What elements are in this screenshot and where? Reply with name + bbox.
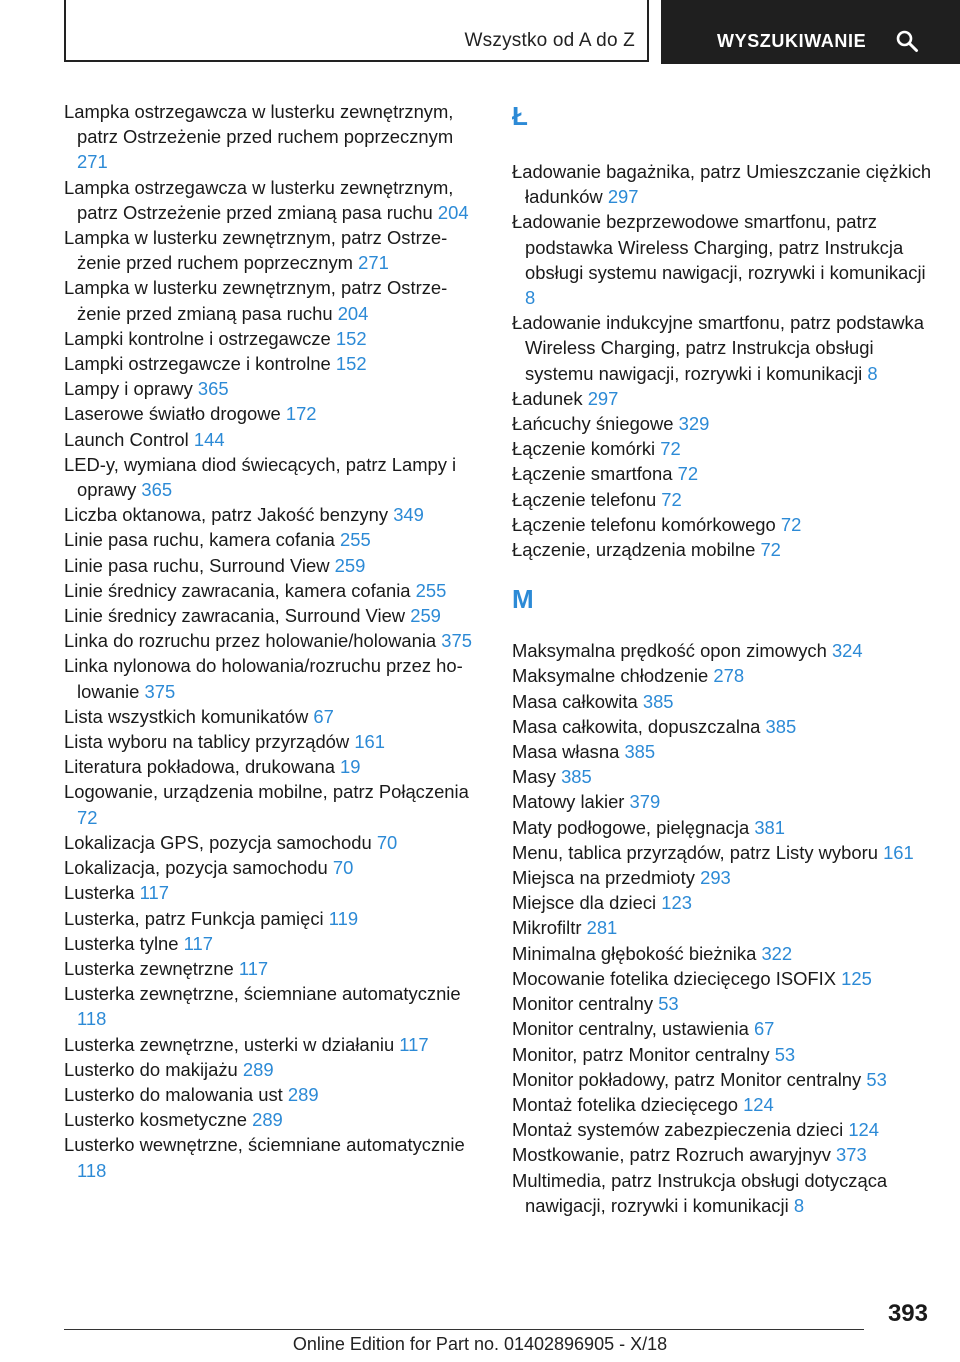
index-entry	[64, 628, 484, 653]
index-entry	[512, 512, 932, 537]
index-entry	[64, 99, 484, 175]
index-entry-text: Ładowanie indukcyjne smartfonu, patrz podstawka Wireless Charging, patrz Instrukcja obsługi systemu nawigacji, rozrywki i komunikacji	[512, 312, 924, 384]
index-entry	[64, 1057, 484, 1082]
index-entry	[64, 754, 484, 779]
index-entry	[512, 1092, 932, 1117]
index-entry	[64, 427, 484, 452]
index-entry-text: Miejsca na przedmioty	[512, 867, 695, 889]
index-entry-text: Maksymalne chłodzenie	[512, 665, 709, 687]
page-reference-link[interactable]: 67	[313, 705, 334, 727]
index-entry	[512, 461, 932, 486]
page-reference-link[interactable]: 271	[358, 252, 389, 274]
index-entry-text: Linka do rozruchu przez holowanie/holowania	[64, 630, 437, 652]
index-entry-text: Linie pasa ruchu, kamera cofania	[64, 529, 335, 551]
index-entry-text: Matowy lakier	[512, 791, 625, 813]
page-reference-link[interactable]: 385	[642, 690, 674, 712]
page-reference-link[interactable]: 53	[866, 1068, 887, 1090]
index-entry-text: Lusterko do makijażu	[64, 1058, 238, 1080]
index-entry	[512, 966, 932, 991]
index-entry-text: Lusterka zewnętrzne, usterki w działaniu	[64, 1033, 395, 1055]
page-reference-link[interactable]: 385	[561, 766, 592, 788]
index-entry	[64, 653, 484, 703]
index-entry	[512, 789, 932, 814]
index-entry	[64, 956, 484, 981]
page-reference-link[interactable]: 72	[760, 539, 781, 561]
index-entry	[512, 386, 932, 411]
index-entry	[512, 1142, 932, 1167]
page-reference-link[interactable]: 255	[340, 529, 371, 551]
page-reference-link[interactable]: 152	[335, 353, 367, 375]
index-entry	[512, 1168, 932, 1218]
index-entry-text: Lista wyboru na tablicy przyrządów	[64, 731, 350, 753]
index-entry	[64, 1132, 484, 1182]
index-entry	[512, 689, 932, 714]
page-reference-link[interactable]: 255	[415, 579, 447, 601]
page-reference-link[interactable]: 124	[743, 1093, 774, 1115]
index-entry-text: Monitor centralny, ustawienia	[512, 1018, 749, 1040]
page-reference-link[interactable]: 365	[197, 378, 229, 400]
index-entry-text: Monitor, patrz Monitor centralny	[512, 1043, 770, 1065]
index-entry	[64, 275, 484, 325]
page-reference-link[interactable]: 324	[831, 640, 863, 662]
index-entry	[64, 1032, 484, 1057]
page-reference-link[interactable]: 19	[340, 756, 361, 778]
index-entry	[64, 527, 484, 552]
index-entry-text: Mostkowanie, patrz Rozruch awaryjnyv	[512, 1144, 831, 1166]
page-reference-link[interactable]: 204	[437, 201, 469, 223]
index-entry-text: Lusterka, patrz Funkcja pamięci	[64, 907, 324, 929]
section-l-entries	[512, 159, 932, 562]
index-entry	[512, 310, 932, 386]
index-column-right	[512, 99, 932, 1218]
index-entry	[512, 1117, 932, 1142]
page-reference-link[interactable]: 379	[629, 791, 661, 813]
page-reference-link[interactable]: 281	[586, 917, 618, 939]
index-entry	[512, 1042, 932, 1067]
index-entry	[64, 225, 484, 275]
page-reference-link[interactable]: 8	[793, 1194, 805, 1216]
page-reference-link[interactable]: 172	[285, 403, 317, 425]
index-entry	[512, 209, 932, 310]
index-entry-text: Lampka w lusterku zewnętrznym, patrz Ostrzeżenie przed zmianą pasa ruchu	[64, 277, 448, 324]
index-entry-text: Linie średnicy zawracania, kamera cofania	[64, 579, 411, 601]
index-entry	[64, 981, 484, 1031]
index-entry-text: Maksymalna prędkość opon zimowych	[512, 640, 827, 662]
index-entry-text: Lokalizacja GPS, pozycja samochodu	[64, 831, 372, 853]
page-reference-link[interactable]: 67	[753, 1018, 775, 1040]
page-reference-link[interactable]: 293	[700, 867, 731, 889]
index-entry	[512, 865, 932, 890]
page-reference-link[interactable]: 117	[399, 1033, 429, 1055]
index-entry-text: Lusterko wewnętrzne, ściemniane automatycznie	[64, 1134, 465, 1156]
footer-edition-text: Online Edition for Part no. 01402896905 - X/18	[292, 1334, 668, 1354]
index-entry-text: Lusterka zewnętrzne, ściemniane automatycznie	[64, 983, 461, 1005]
index-entry-text: Łączenie telefonu	[512, 488, 657, 510]
index-entry-text: Lokalizacja, pozycja samochodu	[64, 857, 328, 879]
index-entry	[64, 855, 484, 880]
page-reference-link[interactable]: 297	[587, 387, 619, 409]
index-entry-text: Łańcuchy śniegowe	[512, 413, 674, 435]
index-entry	[64, 931, 484, 956]
index-entry-text: Multimedia, patrz Instrukcja obsługi dotycząca nawigacji, rozrywki i komunikacji	[512, 1169, 888, 1216]
index-entry	[64, 603, 484, 628]
index-entry	[64, 175, 484, 225]
index-entry-text: Minimalna głębokość bieżnika	[512, 942, 757, 964]
page-reference-link[interactable]: 53	[774, 1043, 796, 1065]
index-entry	[64, 401, 484, 426]
index-entry	[64, 326, 484, 351]
page-reference-link[interactable]: 117	[238, 957, 269, 979]
index-entry	[512, 840, 932, 865]
page-reference-link[interactable]: 365	[141, 479, 173, 501]
page-reference-link[interactable]: 375	[441, 630, 472, 652]
index-entry	[512, 663, 932, 688]
page-reference-link[interactable]: 375	[144, 680, 176, 702]
tab-a-to-z-label: Wszystko od A do Z	[464, 30, 635, 51]
index-entry	[512, 159, 932, 209]
index-entry-text: Maty podłogowe, pielęgnacja	[512, 816, 750, 838]
index-entry-text: Ładunek	[512, 387, 583, 409]
index-entry-text: Laserowe światło drogowe	[64, 403, 281, 425]
index-entry-text: Literatura pokładowa, drukowana	[64, 756, 335, 778]
index-entry	[64, 502, 484, 527]
index-entry	[64, 906, 484, 931]
index-entry-text: Monitor centralny	[512, 993, 654, 1015]
index-entry-text: Łączenie smartfona	[512, 463, 673, 485]
index-entry-text: Mikrofiltr	[512, 917, 582, 939]
index-entry	[512, 1067, 932, 1092]
index-entry-text: Miejsce dla dzieci	[512, 892, 657, 914]
index-entry-text: Ładowanie bezprzewodowe smartfonu, patrz podstawka Wireless Charging, patrz Instrukcja obsługi systemu nawigacji, rozrywki i komunikacji	[512, 211, 926, 283]
page-reference-link[interactable]: 72	[77, 806, 98, 828]
page-reference-link[interactable]: 259	[334, 554, 366, 576]
page-reference-link[interactable]: 385	[765, 715, 797, 737]
index-entry-text: Lusterka zewnętrzne	[64, 957, 234, 979]
index-entry	[64, 351, 484, 376]
index-entry	[512, 411, 932, 436]
section-letter-l: Ł	[512, 101, 528, 131]
page-reference-link[interactable]: 118	[77, 1008, 107, 1030]
page-reference-link[interactable]: 123	[661, 892, 692, 914]
index-entry	[512, 537, 932, 562]
page-reference-link[interactable]: 373	[836, 1144, 867, 1166]
index-entry-text: Łączenie, urządzenia mobilne	[512, 539, 756, 561]
page-number: 393	[887, 1300, 928, 1327]
page-reference-link[interactable]: 72	[780, 513, 802, 535]
index-entry-text: Lampka ostrzegawcza w lusterku zewnętrznym, patrz Ostrzeżenie przed ruchem poprzecznym	[64, 101, 454, 148]
page-reference-link[interactable]: 278	[713, 665, 745, 687]
page-reference-link[interactable]: 125	[841, 967, 872, 989]
index-entry	[64, 729, 484, 754]
page-reference-link[interactable]: 204	[337, 302, 369, 324]
page-reference-link[interactable]: 385	[624, 741, 656, 763]
index-entry-text: LED-y, wymiana diod świecących, patrz Lampy i oprawy	[64, 453, 457, 501]
index-entry	[64, 452, 484, 502]
tab-a-to-z[interactable]	[64, 0, 649, 62]
page-reference-link[interactable]: 289	[252, 1109, 283, 1131]
tab-search-label: WYSZUKIWANIE	[717, 31, 867, 51]
index-entry-text: Menu, tablica przyrządów, patrz Listy wyboru	[512, 841, 878, 863]
index-entry-text: Launch Control	[64, 428, 189, 450]
page-reference-link[interactable]: 72	[661, 488, 682, 510]
page-reference-link[interactable]: 70	[332, 857, 354, 879]
index-entry	[512, 890, 932, 915]
index-entry	[64, 1107, 484, 1132]
index-entry	[512, 1016, 932, 1041]
index-entry	[512, 714, 932, 739]
index-entry-text: Liczba oktanowa, patrz Jakość benzyny	[64, 504, 389, 526]
index-entry-text: Montaż systemów zabezpieczenia dzieci	[512, 1119, 844, 1141]
index-entry	[512, 991, 932, 1016]
index-entry	[512, 764, 932, 789]
index-entry-text: Lusterko do malowania ust	[64, 1083, 283, 1105]
index-entry	[64, 1082, 484, 1107]
index-entry	[64, 376, 484, 401]
page-reference-link[interactable]: 152	[335, 327, 367, 349]
page-reference-link[interactable]: 8	[525, 287, 536, 309]
section-m-entries	[512, 638, 932, 1218]
page-reference-link[interactable]: 381	[754, 816, 786, 838]
index-entry-text: Lusterka	[64, 882, 135, 904]
page-reference-link[interactable]: 297	[607, 186, 639, 208]
index-column-left	[64, 99, 484, 1183]
page-reference-link[interactable]: 8	[867, 362, 878, 384]
page-reference-link[interactable]: 161	[354, 731, 385, 753]
page-reference-link[interactable]: 117	[139, 882, 169, 904]
index-entry-text: Lampka ostrzegawcza w lusterku zewnętrznym, patrz Ostrzeżenie przed zmianą pasa ruchu	[64, 176, 454, 223]
index-entry	[64, 553, 484, 578]
index-entry-text: Masa całkowita, dopuszczalna	[512, 715, 761, 737]
index-entry-text: Łączenie telefonu komórkowego	[512, 513, 776, 535]
page-reference-link[interactable]: 53	[658, 993, 679, 1015]
index-entry-text: Masa własna	[512, 741, 620, 763]
index-entry-text: Lampki ostrzegawcze i kontrolne	[64, 353, 331, 375]
page-reference-link[interactable]: 72	[660, 438, 681, 460]
page-reference-link[interactable]: 329	[678, 413, 710, 435]
index-entry	[512, 739, 932, 764]
page-reference-link[interactable]: 144	[193, 428, 225, 450]
index-entry-text: Ładowanie bagażnika, patrz Umieszczanie ciężkich ładunków	[512, 161, 932, 208]
search-icon	[895, 29, 919, 53]
footer-divider	[64, 1329, 864, 1330]
index-entry-text: Lusterko kosmetyczne	[64, 1109, 247, 1131]
index-entry-text: Monitor pokładowy, patrz Monitor centralny	[512, 1068, 862, 1090]
section-letter-m: M	[512, 584, 534, 615]
index-entry	[512, 815, 932, 840]
page-reference-link[interactable]: 72	[677, 463, 699, 485]
index-entry-text: Linie pasa ruchu, Surround View	[64, 554, 330, 576]
index-entry	[64, 704, 484, 729]
top-tab-bar	[64, 0, 960, 64]
index-entry-text: Lusterka tylne	[64, 932, 179, 954]
page-reference-link[interactable]: 118	[77, 1159, 107, 1181]
tab-search[interactable]	[661, 0, 960, 64]
index-entry-text: Masy	[512, 766, 556, 788]
index-entry-text: Lista wszystkich komunikatów	[64, 705, 309, 727]
index-entry-text: Łączenie komórki	[512, 438, 656, 460]
page-reference-link[interactable]: 289	[242, 1058, 274, 1080]
index-entry	[512, 941, 932, 966]
page-reference-link[interactable]: 289	[287, 1083, 319, 1105]
index-entry-text: Montaż fotelika dziecięcego	[512, 1093, 738, 1115]
index-entry	[64, 578, 484, 603]
index-entry	[64, 779, 484, 829]
index-entry	[512, 436, 932, 461]
index-entry-text: Lampki kontrolne i ostrzegawcze	[64, 327, 331, 349]
index-entry	[64, 830, 484, 855]
index-entry-text: Masa całkowita	[512, 690, 638, 712]
page-reference-link[interactable]: 70	[376, 831, 398, 853]
page-reference-link[interactable]: 119	[328, 907, 359, 929]
page-reference-link[interactable]: 271	[77, 151, 108, 173]
page-reference-link[interactable]: 124	[848, 1119, 879, 1141]
index-entry	[512, 487, 932, 512]
index-entry-text: Lampy i oprawy	[64, 378, 193, 400]
index-entry-text: Mocowanie fotelika dziecięcego ISOFIX	[512, 967, 837, 989]
index-entry-text: Linie średnicy zawracania, Surround View	[64, 605, 406, 627]
index-entry	[512, 638, 932, 663]
page-reference-link[interactable]: 161	[883, 841, 914, 863]
index-entry-text: Logowanie, urządzenia mobilne, patrz Połączenia	[64, 781, 469, 803]
page-reference-link[interactable]: 322	[761, 942, 793, 964]
page-reference-link[interactable]: 117	[183, 932, 213, 954]
index-entry-text: Linka nylonowa do holowania/rozruchu przez holowanie	[64, 655, 463, 702]
index-entry-text: Lampka w lusterku zewnętrznym, patrz Ostrzeżenie przed ruchem poprzecznym	[64, 227, 448, 274]
index-entry	[64, 880, 484, 905]
page-reference-link[interactable]: 349	[393, 504, 424, 526]
page-reference-link[interactable]: 259	[410, 605, 441, 627]
index-entry	[512, 915, 932, 940]
